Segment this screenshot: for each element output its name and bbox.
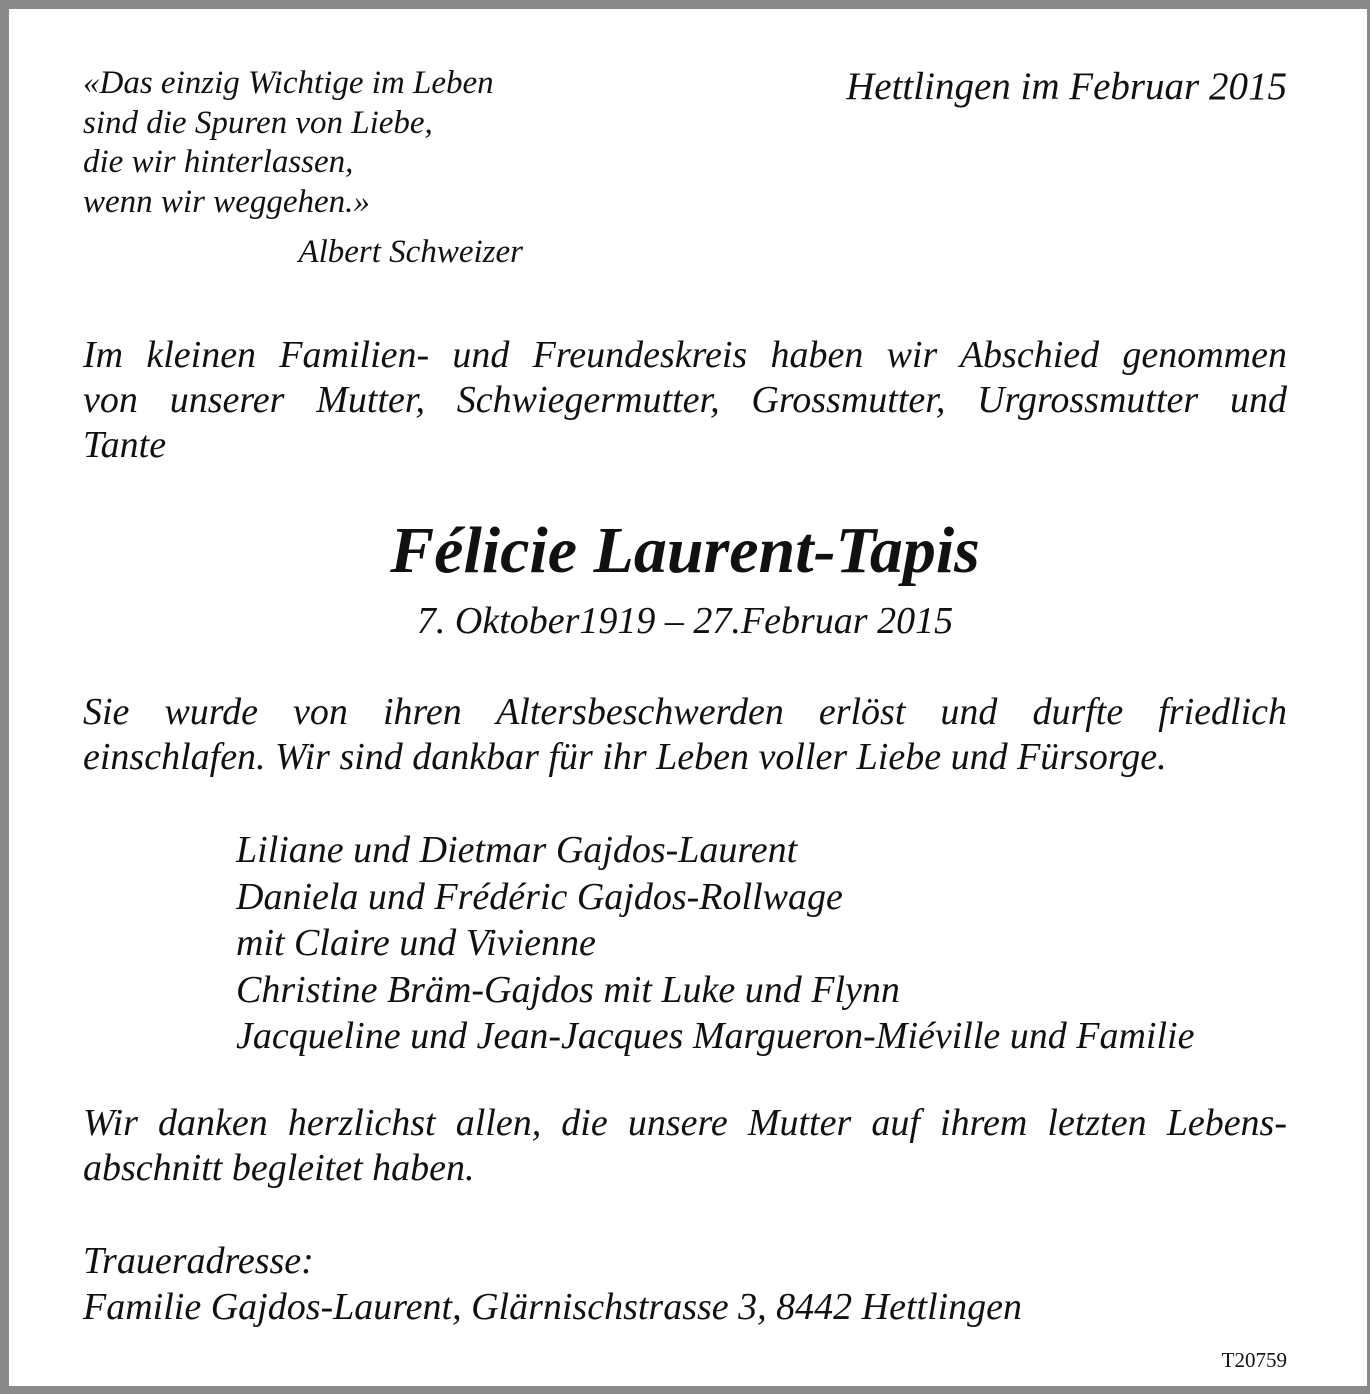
mourning-address [83, 1238, 1287, 1330]
intro-line: von unserer Mutter, Schwiegermutter, Grossmutter, Urgrossmutter und [83, 379, 1287, 421]
place-and-date: Hettlingen im Februar 2015 [846, 65, 1287, 108]
quote-line: sind die Spuren von Liebe, [83, 104, 433, 141]
intro-paragraph [83, 333, 1287, 468]
mourner-entry: Jacqueline und Jean-Jacques Margueron-Miéville und Familie [236, 1015, 1195, 1057]
message-line: Sie wurde von ihren Altersbeschwerden erlöst und durfte friedlich [83, 691, 1287, 733]
mourner-entry: Liliane und Dietmar Gajdos-Laurent [236, 829, 798, 871]
epigraph-quote [83, 64, 533, 222]
thanks-line: Wir danken herzlichst allen, die unsere Mutter auf ihrem letzten Lebens- [83, 1102, 1287, 1144]
intro-line: Im kleinen Familien- und Freundeskreis haben wir Abschied genommen [83, 334, 1287, 376]
mourner-entry: Christine Bräm-Gajdos mit Luke und Flynn [236, 968, 900, 1011]
mourners-list [236, 827, 1296, 1060]
message-line: einschlafen. Wir sind dankbar für ihr Leben voller Liebe und Fürsorge. [83, 736, 1167, 778]
message-paragraph [83, 690, 1287, 780]
intro-line: Tante [83, 424, 167, 466]
reference-code: T20759 [1221, 1348, 1287, 1372]
address-value: Familie Gajdos-Laurent, Glärnischstrasse 3, 8442 Hettlingen [83, 1286, 1023, 1328]
address-label: Traueradresse: [83, 1240, 314, 1282]
mourner-entry: Daniela und Frédéric Gajdos-Rollwage [236, 875, 843, 918]
mourner-entry: mit Claire und Vivienne [236, 922, 596, 964]
quote-author: Albert Schweizer [298, 234, 523, 270]
thanks-paragraph [83, 1101, 1287, 1191]
life-dates: 7. Oktober1919 – 27.Februar 2015 [416, 600, 954, 642]
thanks-line: abschnitt begleitet haben. [83, 1147, 475, 1189]
quote-line: wenn wir weggehen.» [83, 183, 370, 220]
quote-line: die wir hinterlassen, [83, 144, 354, 180]
quote-line: «Das einzig Wichtige im Leben [83, 65, 494, 101]
deceased-name: Félicie Laurent-Tapis [390, 514, 980, 587]
